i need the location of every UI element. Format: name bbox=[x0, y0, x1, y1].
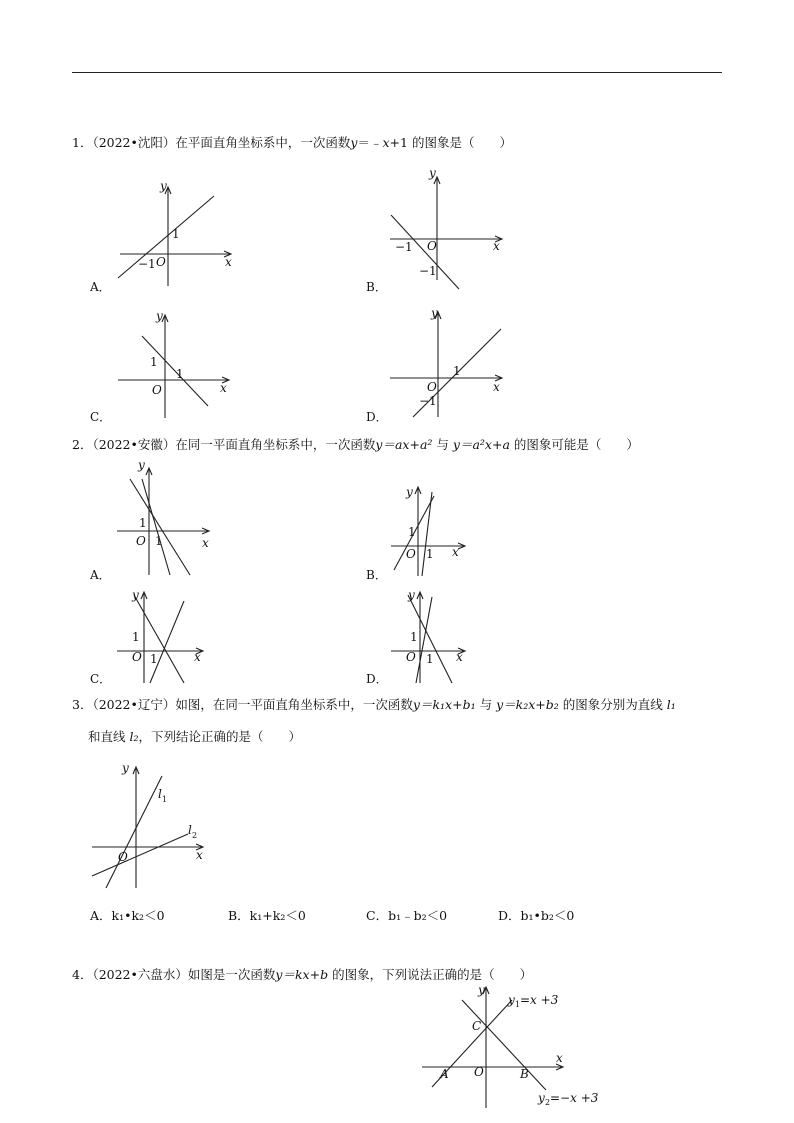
origin-label: O bbox=[427, 380, 437, 394]
y-intercept-label: −1 bbox=[419, 394, 437, 408]
y2-equation: =−x +3 bbox=[550, 1091, 599, 1105]
q1-option-c-label: C． bbox=[90, 410, 112, 424]
q2-option-c-label: C． bbox=[90, 672, 112, 686]
q1-number: 1． bbox=[72, 135, 93, 150]
svg-text:1: 1 bbox=[162, 795, 168, 804]
question-3-line-2: 和直线 l₂，下列结论正确的是（ ） bbox=[88, 729, 302, 744]
y-tick-label: 1 bbox=[410, 630, 418, 644]
q2-option-d-label: D． bbox=[366, 672, 388, 686]
q2-tail: 的图象可能是（ ） bbox=[513, 437, 639, 452]
q3-answer-c[interactable]: C．b₁﹣b₂＜0 bbox=[366, 908, 448, 923]
origin-label: O bbox=[406, 547, 416, 561]
point-b-label: B bbox=[520, 1067, 529, 1081]
y-intercept-label: 1 bbox=[150, 355, 158, 369]
graph-line-2 bbox=[150, 601, 184, 683]
q3-formula-1: y＝k₁x+b₁ bbox=[412, 697, 476, 712]
q2-text: 在同一平面直角坐标系中，一次函数 bbox=[175, 437, 376, 452]
q1-option-b-graph[interactable] bbox=[385, 165, 510, 293]
y-label: y bbox=[122, 761, 129, 775]
q1-option-d-label: D． bbox=[366, 410, 388, 424]
line-l1 bbox=[106, 776, 162, 888]
x-intercept-label: 1 bbox=[176, 367, 184, 381]
q2-option-c-graph[interactable] bbox=[112, 587, 212, 685]
y-label: y bbox=[431, 306, 438, 320]
q4-formula: y＝kx+b bbox=[275, 967, 329, 982]
y-label: y bbox=[132, 588, 139, 602]
q3-number: 3． bbox=[72, 697, 93, 712]
q1-text: 在平面直角坐标系中，一次函数 bbox=[175, 135, 351, 150]
question-2: 2．（2022•安徽）在同一平面直角坐标系中，一次函数y＝ax+a² 与 y＝a²x+a 的图象可能是（ ） bbox=[72, 437, 639, 452]
svg-text:1: 1 bbox=[515, 1000, 521, 1009]
y-tick-label: 1 bbox=[132, 630, 140, 644]
graph-line bbox=[118, 196, 214, 278]
q1-option-a-graph[interactable] bbox=[110, 178, 240, 293]
q3-source: （2022•辽宁） bbox=[92, 697, 176, 712]
y-label: y bbox=[408, 588, 415, 602]
origin-label: O bbox=[474, 1065, 484, 1079]
header-rule bbox=[72, 72, 722, 73]
q1-option-d-graph[interactable] bbox=[385, 305, 510, 420]
svg-text:2: 2 bbox=[545, 1098, 551, 1107]
q1-option-b-label: B． bbox=[366, 280, 387, 294]
x-label: x bbox=[220, 381, 227, 395]
q2-option-b-graph[interactable] bbox=[386, 478, 476, 578]
origin-label: O bbox=[152, 383, 162, 397]
origin-label: O bbox=[136, 534, 146, 548]
y2-equation-y: y bbox=[538, 1091, 545, 1105]
question-1: 1．（2022•沈阳）在平面直角坐标系中，一次函数y＝﹣x+1 的图象是（ ） bbox=[72, 135, 512, 150]
origin-label: O bbox=[132, 650, 142, 664]
q2-option-d-graph[interactable] bbox=[386, 587, 476, 685]
x-intercept-label: −1 bbox=[395, 240, 413, 254]
origin-label: O bbox=[118, 850, 128, 864]
l1-label: l bbox=[158, 787, 162, 801]
point-a-label: A bbox=[440, 1067, 449, 1081]
q4-graph[interactable] bbox=[418, 982, 618, 1112]
x-tick-label: 1 bbox=[426, 652, 434, 666]
y-label: y bbox=[138, 458, 145, 472]
q1-tail: 的图象是（ ） bbox=[411, 135, 512, 150]
l2-label: l bbox=[188, 823, 192, 837]
q4-tail: 的图象，下列说法正确的是（ ） bbox=[332, 967, 533, 982]
q1-option-a-label: A． bbox=[90, 280, 111, 294]
origin-label: O bbox=[406, 650, 416, 664]
x-label: x bbox=[225, 255, 232, 269]
question-3-line-1: 3．（2022•辽宁）如图，在同一平面直角坐标系中，一次函数y＝k₁x+b₁ 与 y＝k₂x+b₂ 的图象分别为直线 l₁ bbox=[72, 697, 676, 712]
y-tick-label: 1 bbox=[139, 516, 147, 530]
y1-equation: =x +3 bbox=[520, 993, 559, 1007]
q4-source: （2022•六盘水） bbox=[92, 967, 188, 982]
x-tick-label: 1 bbox=[155, 534, 163, 548]
x-tick-label: 1 bbox=[426, 547, 434, 561]
line-l2 bbox=[92, 834, 188, 876]
y-label: y bbox=[429, 166, 436, 180]
y1-equation-y: y bbox=[508, 993, 515, 1007]
graph-line-2 bbox=[422, 492, 432, 576]
x-label: x bbox=[196, 848, 203, 862]
x-label: x bbox=[493, 239, 500, 253]
q1-formula-y: y bbox=[350, 135, 358, 150]
x-label: x bbox=[194, 650, 201, 664]
q2-option-a-label: A． bbox=[90, 568, 111, 582]
x-label: x bbox=[456, 650, 463, 664]
y-label: y bbox=[156, 309, 163, 323]
q3-text: 如图，在同一平面直角坐标系中，一次函数 bbox=[175, 697, 413, 712]
q3-answer-a[interactable]: A．k₁•k₂＜0 bbox=[90, 908, 165, 923]
graph-line-1 bbox=[134, 595, 184, 683]
q2-formula-2: y＝a²x+a bbox=[452, 437, 510, 452]
origin-label: O bbox=[427, 239, 437, 253]
q3-graph[interactable] bbox=[88, 758, 213, 890]
x-label: x bbox=[452, 545, 459, 559]
q4-number: 4． bbox=[72, 967, 93, 982]
x-intercept-label: 1 bbox=[453, 364, 461, 378]
x-intercept-label: −1 bbox=[138, 257, 156, 271]
q2-option-a-graph[interactable] bbox=[112, 457, 222, 579]
y-label: y bbox=[406, 485, 413, 499]
graph-line-2 bbox=[416, 597, 432, 683]
origin-label: O bbox=[156, 255, 166, 269]
q3-answer-b[interactable]: B．k₁+k₂＜0 bbox=[228, 908, 306, 923]
q1-option-c-graph[interactable] bbox=[110, 308, 240, 420]
x-label: x bbox=[202, 536, 209, 550]
q4-text: 如图是一次函数 bbox=[187, 967, 276, 982]
q3-formula-2: y＝k₂x+b₂ bbox=[496, 697, 559, 712]
y-intercept-label: −1 bbox=[419, 264, 437, 278]
y-tick-label: 1 bbox=[408, 525, 416, 539]
y-label: y bbox=[478, 983, 485, 997]
q2-formula-1: y＝ax+a² bbox=[375, 437, 433, 452]
y-label: y bbox=[160, 179, 167, 193]
point-c-label: C bbox=[472, 1019, 482, 1033]
y-intercept-label: 1 bbox=[172, 227, 180, 241]
x-tick-label: 1 bbox=[150, 652, 158, 666]
q3-answer-d[interactable]: D．b₁•b₂＜0 bbox=[498, 908, 575, 923]
x-label: x bbox=[493, 380, 500, 394]
svg-text:2: 2 bbox=[192, 831, 198, 840]
q1-source: （2022•沈阳） bbox=[92, 135, 176, 150]
q2-source: （2022•安徽） bbox=[92, 437, 176, 452]
x-label: x bbox=[556, 1051, 563, 1065]
q2-number: 2． bbox=[72, 437, 93, 452]
q2-option-b-label: B． bbox=[366, 568, 387, 582]
